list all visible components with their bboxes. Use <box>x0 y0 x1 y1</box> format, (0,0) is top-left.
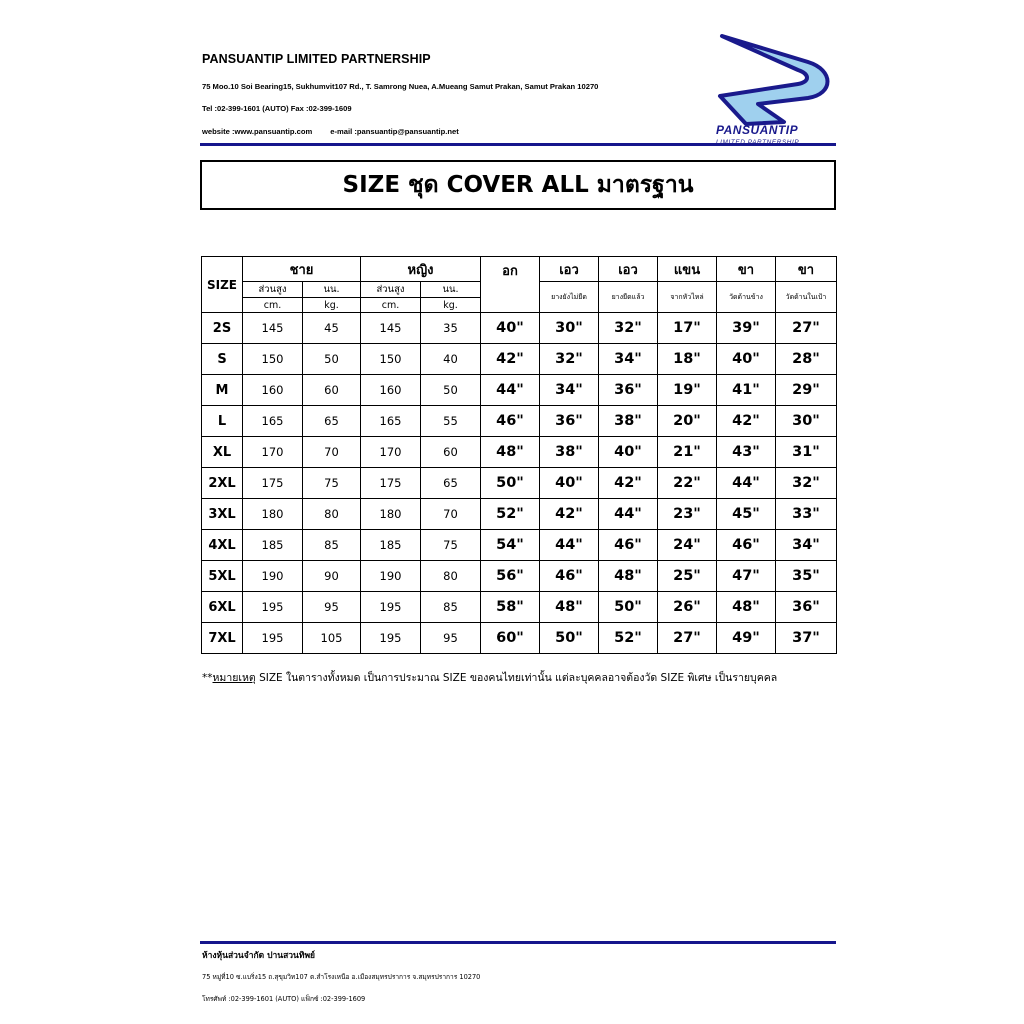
female-weight-cell: 40 <box>421 344 481 375</box>
table-row <box>202 375 837 406</box>
male-height-cell: 175 <box>243 468 303 499</box>
female-weight-header: นน. <box>421 282 481 298</box>
chest-cell: 40" <box>481 313 540 344</box>
leg-inseam-cell: 29" <box>776 375 837 406</box>
table-row <box>202 623 837 654</box>
waist-unstretched-cell: 34" <box>540 375 599 406</box>
size-cell: 5XL <box>202 561 243 592</box>
sleeve-cell: 17" <box>658 313 717 344</box>
male-weight-header: นน. <box>303 282 361 298</box>
leg-inseam-cell: 30" <box>776 406 837 437</box>
male-height-cell: 190 <box>243 561 303 592</box>
waist-header-1: เอว <box>540 257 599 282</box>
waist-stretched-cell: 40" <box>599 437 658 468</box>
male-height-cell: 170 <box>243 437 303 468</box>
table-row <box>202 406 837 437</box>
female-weight-cell: 35 <box>421 313 481 344</box>
male-weight-cell: 50 <box>303 344 361 375</box>
male-weight-cell: 65 <box>303 406 361 437</box>
female-header: หญิง <box>361 257 481 282</box>
company-website: website :www.pansuantip.com <box>202 127 313 136</box>
page-title: SIZE ชุด COVER ALL มาตรฐาน <box>342 172 694 198</box>
waist-unstretched-cell: 40" <box>540 468 599 499</box>
chest-cell: 46" <box>481 406 540 437</box>
sleeve-cell: 25" <box>658 561 717 592</box>
company-contact <box>202 127 459 136</box>
chest-cell: 48" <box>481 437 540 468</box>
note-text: SIZE ในตารางทั้งหมด เป็นการประมาณ SIZE ของคนไทยเท่านั้น แต่ละบุคคลอาจต้องวัด SIZE พิเศษ เป็นรายบุคคล <box>255 672 778 684</box>
female-height-cell: 195 <box>361 592 421 623</box>
leg-side-cell: 43" <box>717 437 776 468</box>
male-weight-cell: 45 <box>303 313 361 344</box>
table-row <box>202 468 837 499</box>
female-weight-cell: 50 <box>421 375 481 406</box>
female-height-cell: 145 <box>361 313 421 344</box>
male-weight-cell: 70 <box>303 437 361 468</box>
leg-inseam-cell: 34" <box>776 530 837 561</box>
leg-inseam-cell: 27" <box>776 313 837 344</box>
female-weight-cell: 65 <box>421 468 481 499</box>
male-weight-cell: 75 <box>303 468 361 499</box>
size-cell: 3XL <box>202 499 243 530</box>
size-table <box>201 256 837 654</box>
leg-side-cell: 45" <box>717 499 776 530</box>
waist-stretched-cell: 34" <box>599 344 658 375</box>
size-cell: 2XL <box>202 468 243 499</box>
male-weight-cell: 85 <box>303 530 361 561</box>
size-cell: XL <box>202 437 243 468</box>
footer-rule <box>200 941 836 944</box>
male-height-unit: cm. <box>243 298 303 313</box>
waist-stretched-cell: 44" <box>599 499 658 530</box>
waist-stretched-cell: 38" <box>599 406 658 437</box>
female-height-cell: 150 <box>361 344 421 375</box>
waist-sub-1: ยางยังไม่ยืด <box>540 282 599 313</box>
size-cell: M <box>202 375 243 406</box>
male-header: ชาย <box>243 257 361 282</box>
leg-side-cell: 47" <box>717 561 776 592</box>
waist-stretched-cell: 32" <box>599 313 658 344</box>
female-weight-cell: 55 <box>421 406 481 437</box>
leg-inseam-cell: 36" <box>776 592 837 623</box>
size-cell: S <box>202 344 243 375</box>
leg-inseam-cell: 33" <box>776 499 837 530</box>
male-height-cell: 160 <box>243 375 303 406</box>
leg-side-cell: 42" <box>717 406 776 437</box>
sleeve-cell: 27" <box>658 623 717 654</box>
leg-sub-1: วัดด้านข้าง <box>717 282 776 313</box>
waist-unstretched-cell: 42" <box>540 499 599 530</box>
chest-cell: 42" <box>481 344 540 375</box>
note-prefix: ** <box>202 672 213 684</box>
table-row <box>202 530 837 561</box>
waist-unstretched-cell: 44" <box>540 530 599 561</box>
size-cell: 4XL <box>202 530 243 561</box>
table-row <box>202 561 837 592</box>
company-address: 75 Moo.10 Soi Bearing15, Sukhumvit107 Rd., T. Samrong Nuea, A.Mueang Samut Prakan, Samut Prakan 10270 <box>202 82 599 91</box>
leg-inseam-cell: 35" <box>776 561 837 592</box>
male-height-cell: 150 <box>243 344 303 375</box>
size-header: SIZE <box>202 257 243 313</box>
waist-unstretched-cell: 46" <box>540 561 599 592</box>
female-height-cell: 165 <box>361 406 421 437</box>
leg-header-2: ขา <box>776 257 837 282</box>
waist-stretched-cell: 48" <box>599 561 658 592</box>
company-phone: Tel :02-399-1601 (AUTO) Fax :02-399-1609 <box>202 104 352 113</box>
waist-unstretched-cell: 50" <box>540 623 599 654</box>
leg-header-1: ขา <box>717 257 776 282</box>
chest-cell: 52" <box>481 499 540 530</box>
waist-stretched-cell: 36" <box>599 375 658 406</box>
female-weight-cell: 60 <box>421 437 481 468</box>
sleeve-cell: 22" <box>658 468 717 499</box>
leg-side-cell: 49" <box>717 623 776 654</box>
company-name: PANSUANTIP LIMITED PARTNERSHIP <box>202 52 431 66</box>
waist-unstretched-cell: 36" <box>540 406 599 437</box>
male-height-cell: 180 <box>243 499 303 530</box>
footer-phone: โทรศัพท์ :02-399-1601 (AUTO) แฟ็กซ์ :02-399-1609 <box>202 995 366 1003</box>
table-row <box>202 499 837 530</box>
chest-cell: 50" <box>481 468 540 499</box>
footer-company-name: ห้างหุ้นส่วนจำกัด ปานสวนทิพย์ <box>202 951 316 961</box>
waist-stretched-cell: 52" <box>599 623 658 654</box>
female-height-unit: cm. <box>361 298 421 313</box>
leg-sub-2: วัดด้านในเป้า <box>776 282 837 313</box>
female-weight-cell: 75 <box>421 530 481 561</box>
male-height-cell: 195 <box>243 592 303 623</box>
female-weight-unit: kg. <box>421 298 481 313</box>
chest-header: อก <box>481 257 540 313</box>
female-weight-cell: 70 <box>421 499 481 530</box>
male-height-cell: 145 <box>243 313 303 344</box>
leg-side-cell: 40" <box>717 344 776 375</box>
female-weight-cell: 85 <box>421 592 481 623</box>
waist-stretched-cell: 42" <box>599 468 658 499</box>
leg-side-cell: 41" <box>717 375 776 406</box>
leg-inseam-cell: 31" <box>776 437 837 468</box>
female-weight-cell: 80 <box>421 561 481 592</box>
sleeve-header: แขน <box>658 257 717 282</box>
leg-side-cell: 44" <box>717 468 776 499</box>
waist-unstretched-cell: 32" <box>540 344 599 375</box>
sleeve-cell: 19" <box>658 375 717 406</box>
sleeve-cell: 18" <box>658 344 717 375</box>
leg-side-cell: 39" <box>717 313 776 344</box>
table-row <box>202 437 837 468</box>
sleeve-cell: 23" <box>658 499 717 530</box>
table-row <box>202 592 837 623</box>
male-height-cell: 195 <box>243 623 303 654</box>
table-row <box>202 313 837 344</box>
female-height-cell: 175 <box>361 468 421 499</box>
waist-sub-2: ยางยืดแล้ว <box>599 282 658 313</box>
female-height-cell: 190 <box>361 561 421 592</box>
leg-inseam-cell: 28" <box>776 344 837 375</box>
sleeve-cell: 26" <box>658 592 717 623</box>
chest-cell: 60" <box>481 623 540 654</box>
sleeve-cell: 20" <box>658 406 717 437</box>
chest-cell: 56" <box>481 561 540 592</box>
chest-cell: 44" <box>481 375 540 406</box>
size-note <box>202 669 777 686</box>
male-height-cell: 165 <box>243 406 303 437</box>
female-height-cell: 170 <box>361 437 421 468</box>
logo-subtitle: LIMITED PARTNERSHIP <box>716 139 800 146</box>
table-row <box>202 344 837 375</box>
waist-unstretched-cell: 30" <box>540 313 599 344</box>
female-height-header: ส่วนสูง <box>361 282 421 298</box>
male-weight-cell: 80 <box>303 499 361 530</box>
size-cell: 2S <box>202 313 243 344</box>
waist-unstretched-cell: 38" <box>540 437 599 468</box>
logo-name: PANSUANTIP <box>716 123 799 137</box>
male-weight-cell: 105 <box>303 623 361 654</box>
chest-cell: 54" <box>481 530 540 561</box>
leg-inseam-cell: 32" <box>776 468 837 499</box>
female-height-cell: 185 <box>361 530 421 561</box>
footer-address: 75 หมู่ที่10 ซ.แบริ่ง15 ถ.สุขุมวิท107 ต.สำโรงเหนือ อ.เมืองสมุทรปราการ จ.สมุทรปราการ 10270 <box>202 973 481 981</box>
waist-stretched-cell: 50" <box>599 592 658 623</box>
size-cell: L <box>202 406 243 437</box>
note-label: หมายเหตุ <box>212 672 256 684</box>
leg-inseam-cell: 37" <box>776 623 837 654</box>
female-height-cell: 195 <box>361 623 421 654</box>
sleeve-cell: 24" <box>658 530 717 561</box>
title-box <box>200 160 836 210</box>
leg-side-cell: 46" <box>717 530 776 561</box>
company-email: e-mail :pansuantip@pansuantip.net <box>330 127 459 136</box>
male-weight-unit: kg. <box>303 298 361 313</box>
male-weight-cell: 95 <box>303 592 361 623</box>
sleeve-cell: 21" <box>658 437 717 468</box>
female-weight-cell: 95 <box>421 623 481 654</box>
size-cell: 6XL <box>202 592 243 623</box>
size-cell: 7XL <box>202 623 243 654</box>
chest-cell: 58" <box>481 592 540 623</box>
table-header-row <box>202 257 837 282</box>
waist-unstretched-cell: 48" <box>540 592 599 623</box>
female-height-cell: 180 <box>361 499 421 530</box>
waist-header-2: เอว <box>599 257 658 282</box>
waist-stretched-cell: 46" <box>599 530 658 561</box>
male-height-cell: 185 <box>243 530 303 561</box>
female-height-cell: 160 <box>361 375 421 406</box>
male-height-header: ส่วนสูง <box>243 282 303 298</box>
male-weight-cell: 60 <box>303 375 361 406</box>
leg-side-cell: 48" <box>717 592 776 623</box>
sleeve-sub: จากหัวไหล่ <box>658 282 717 313</box>
male-weight-cell: 90 <box>303 561 361 592</box>
